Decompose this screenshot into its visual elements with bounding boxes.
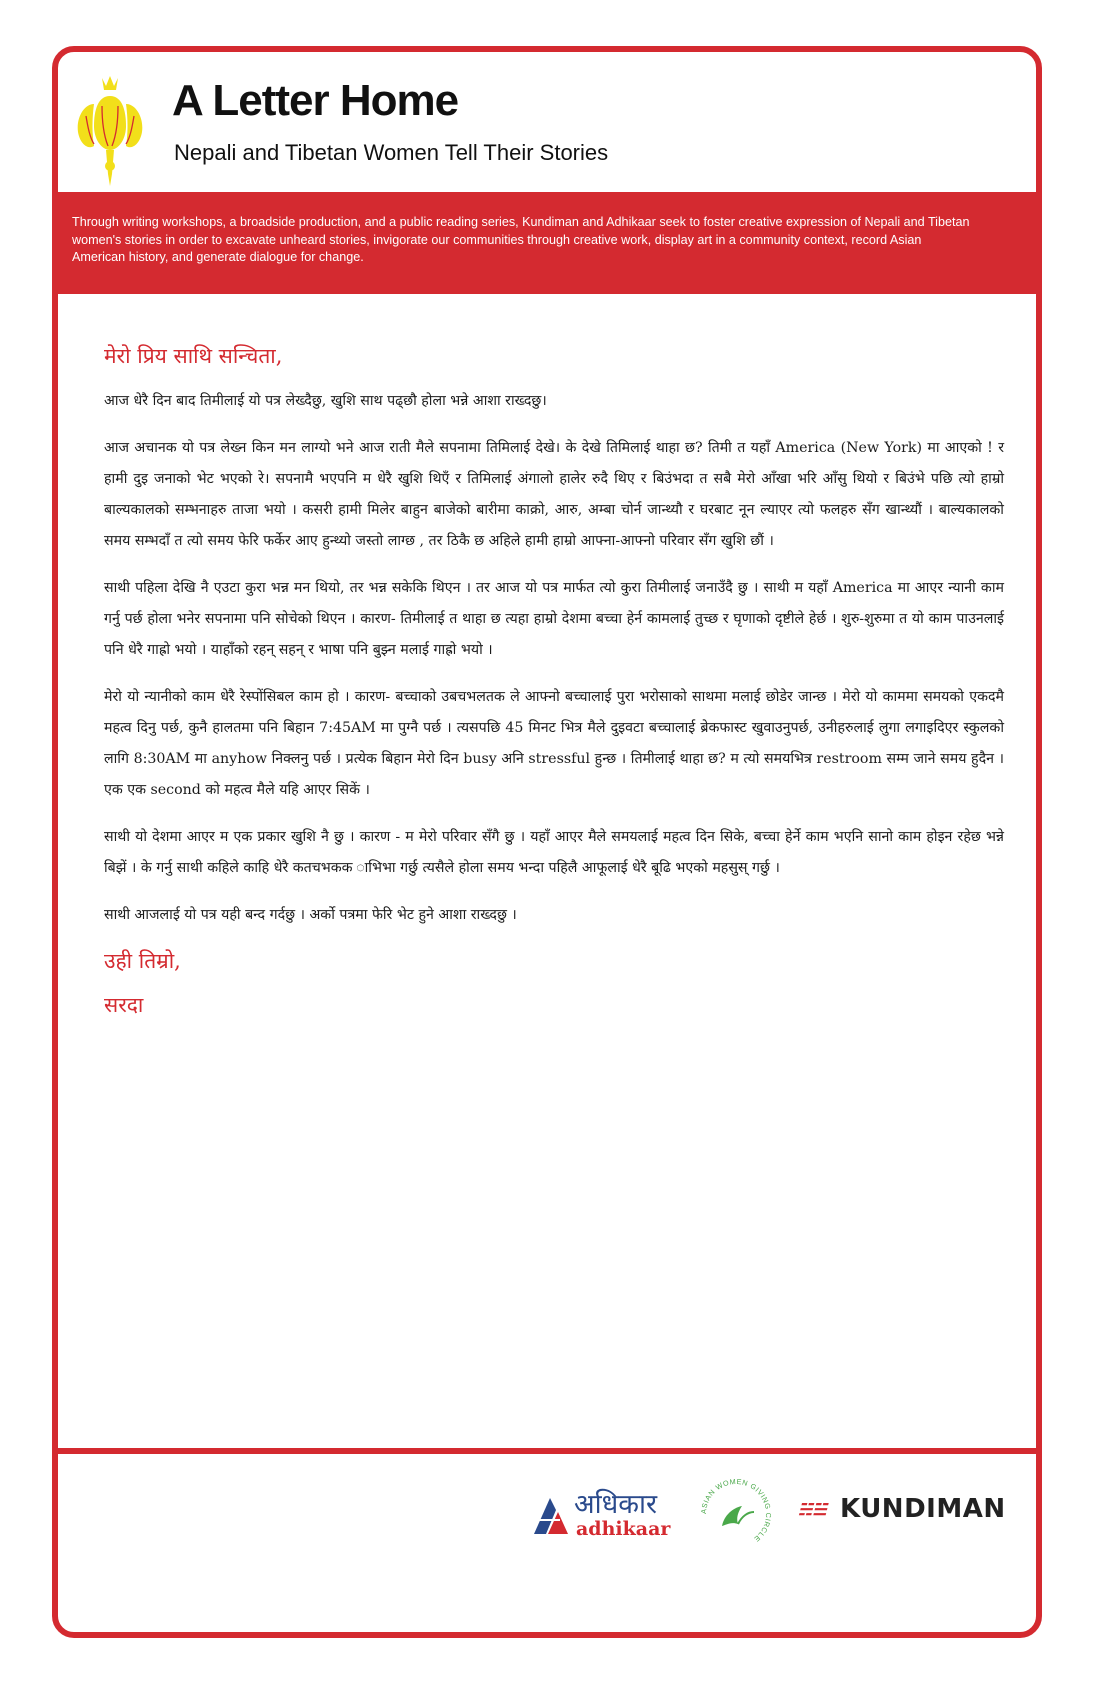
intro-band xyxy=(58,192,1036,294)
letter-signature: सरदा xyxy=(104,993,144,1017)
kundiman-logo xyxy=(798,1494,1006,1534)
page-frame xyxy=(52,46,1042,1638)
page-subtitle: Nepali and Tibetan Women Tell Their Stories xyxy=(174,140,609,165)
kundiman-mark-icon: ☵☱ xyxy=(798,1500,827,1519)
letter-paragraph: आज अचानक यो पत्र लेख्न किन मन लाग्यो भने आज राती मैले सपनामा तिमिलाई देखे। के देखे तिमिलाई थाहा छ? तिमी त यहाँ America (New York) मा आएको ! र हामी दुइ जनाको भेट भएको रे। सपनामै भएपनि म धेरै खुशि थिएँ र तिमिलाई अंगालो हालेर रुदै थिए र बिउंभदा त सबै मेरो आँखा भरि आँसु थियो र बिउंभे पछि त्यो हाम्रो बाल्यकालको सम्भनाहरु ताजा भयो । कसरी हामी मिलेर बाहुन बाजेको बारीमा काक्रो, आरु, अम्बा चोर्न जान्थ्यौ र घरबाट नून ल्याएर त्यो फलहरु सँग खान्थ्यौं । बाल्यकालको समय सम्भदाँ त त्यो समय फेरि फर्केर आए हुन्थ्यो जस्तो लाग्छ , तर ठिकै छ अहिले हामी हाम्रो आफ्ना-आफ्नो परिवार सँग खुशि छौं । xyxy=(104,440,1004,549)
letter-paragraph: साथी आजलाई यो पत्र यही बन्द गर्दछु । अर्को पत्रमा फेरि भेट हुने आशा राख्दछु । xyxy=(104,907,517,923)
asian-women-giving-circle-logo xyxy=(698,1476,774,1552)
letter-salutation: मेरो प्रिय साथि सन्चिता, xyxy=(104,344,283,368)
letter-closing: उही तिम्रो, xyxy=(104,949,181,973)
letter-paragraph: मेरो यो न्यानीको काम धेरै रेस्पोंसिबल काम हो । कारण- बच्चाको उबचभलतक ले आफ्नो बच्चालाई पुरा भरोसाको साथमा मलाई छोडेर जान्छ । मेरो यो काममा समयको एकदमै महत्व दिनु पर्छ, कुनै हालतमा पनि बिहान 7:45AM मा पुग्नै पर्छ । त्यसपछि 45 मिनट भित्र मैले दुइवटा बच्चालाई ब्रेकफास्ट खुवाउनुपर्छ, उनीहरुलाई लुगा लगाइदिएर स्कुलको लागि 8:30AM मा anyhow निक्लनु पर्छ । प्रत्येक बिहान मेरो दिन busy अनि stressful हुन्छ । तिमीलाई थाहा छ? म त्यो समयभित्र restroom सम्म जाने समय हुदैन । एक एक second को महत्व मैले यहि आएर सिकें । xyxy=(104,689,1004,798)
intro-text: Through writing workshops, a broadside production, and a public reading series, Kundiman and Adhikaar seek to foster creative expression of Nepali and Tibetan women's stories in order to excavate unheard stories, invigorate our communities through creative work, display art in a community context, record Asian American history, and generate dialogue for change. xyxy=(72,215,970,264)
kundiman-label: KUNDIMAN xyxy=(840,1494,1006,1524)
letter-body xyxy=(104,342,1004,1027)
adhikaar-logo xyxy=(530,1484,680,1544)
flower-logo-icon xyxy=(72,74,148,194)
adhikaar-mark-icon xyxy=(530,1490,570,1538)
page-title: A Letter Home xyxy=(172,76,459,125)
header xyxy=(58,52,1036,192)
footer-divider xyxy=(58,1448,1036,1454)
adhikaar-label-english: adhikaar xyxy=(576,1518,671,1540)
letter-paragraph: साथी पहिला देखि नै एउटा कुरा भन्न मन थियो, तर भन्न सकेकि थिएन । तर आज यो पत्र मार्फत त्यो कुरा तिमीलाई जनाउँदै छु । साथी म यहाँ America मा आएर न्यानी काम गर्नु पर्छ होला भनेर सपनामा पनि सोचेको थिएन । कारण- तिमीलाई त थाहा छ त्यहा हाम्रो देशमा बच्चा हेर्न कामलाई तुच्छ र घृणाको दृष्टीले हेर्छ । शुरु-शुरुमा त यो काम पाउनलाई पनि धेरै गाह्रो भयो । याहाँको रहन् सहन् र भाषा पनि बुझ्न मलाई गाह्रो भयो । xyxy=(104,580,1004,658)
footer-logos xyxy=(58,1460,1036,1580)
giving-circle-label: ASIAN WOMEN GIVING CIRCLE xyxy=(698,1476,774,1544)
adhikaar-label-nepali: अधिकार xyxy=(574,1489,657,1520)
letter-paragraph: साथी यो देशमा आएर म एक प्रकार खुशि नै छु । कारण - म मेरो परिवार सँगै छु । यहाँ आएर मैले समयलाई महत्व दिन सिके, बच्चा हेर्ने काम भएनि सानो काम होइन रहेछ भन्ने बिझें । के गर्नु साथी कहिले काहि धेरै कतचभकक ाभिभा गर्छु त्यसैले होला समय भन्दा पहिलै आफूलाई धेरै बूढि भएको महसुस् गर्छु । xyxy=(104,829,1005,876)
letter-paragraph: आज धेरै दिन बाद तिमीलाई यो पत्र लेख्दैछु, खुशि साथ पढ्छौ होला भन्ने आशा राख्दछु। xyxy=(104,393,547,409)
